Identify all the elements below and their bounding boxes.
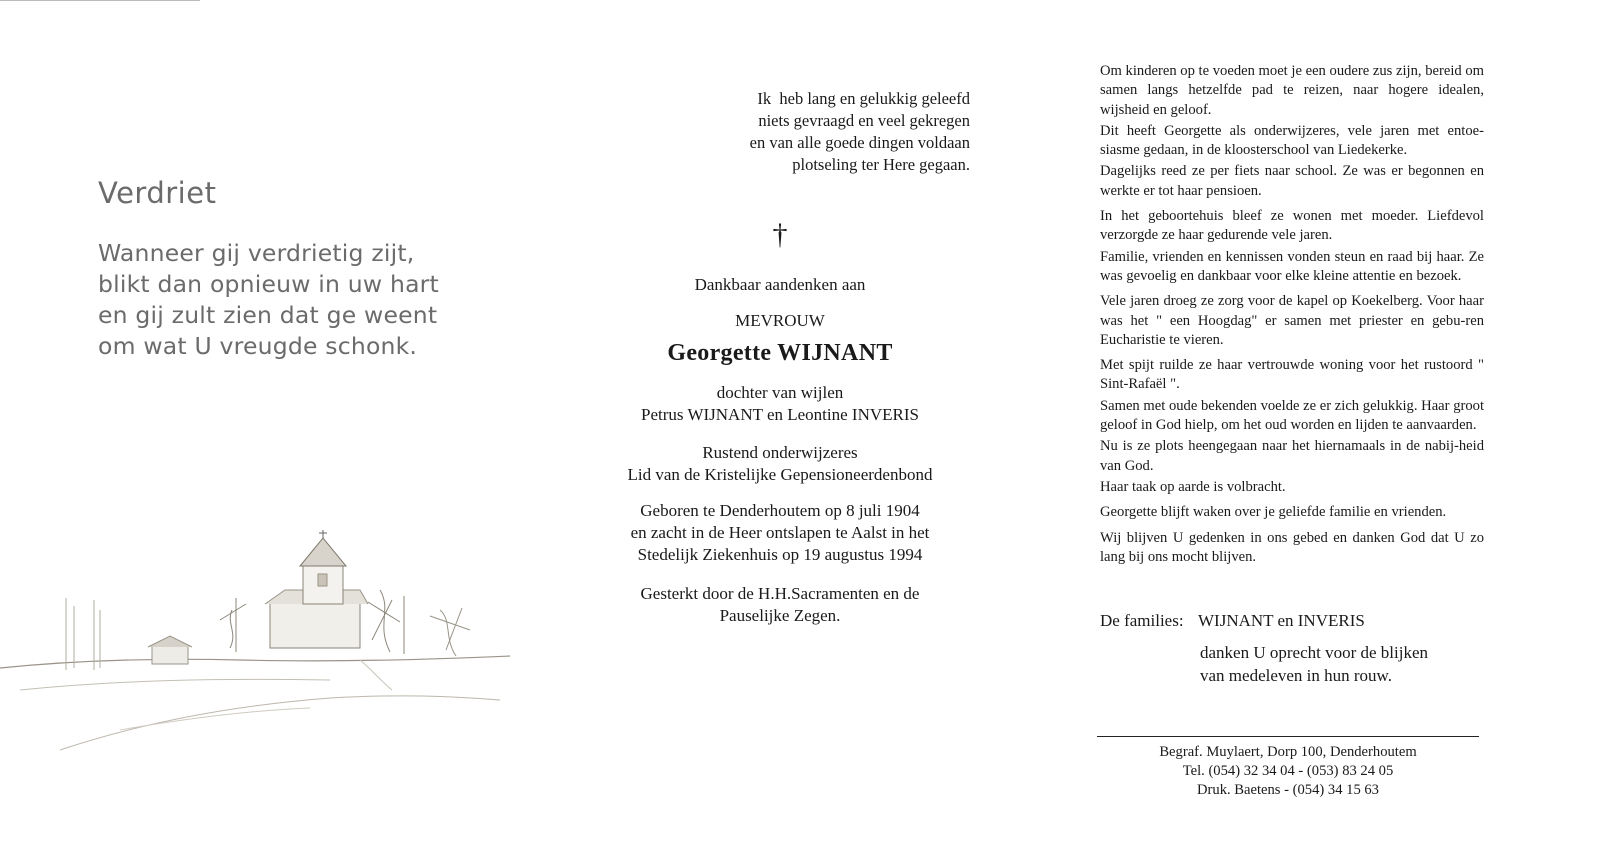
quote-line: en van alle goede dingen voldaan [749,133,970,152]
printer-line: Tel. (054) 32 34 04 - (053) 83 24 05 [1182,763,1394,779]
poem-title: Verdriet [98,176,217,210]
biography-paragraph: Familie, vrienden en kennissen vonden steun en raad bij haar. Ze was gevoelig en dankbaar voor elke kleine attentie en bezoek. [1100,248,1484,284]
birth-death-line: en zacht in de Heer ontslapen te Aalst in het [630,523,930,542]
biography-paragraph: Nu is ze plots heengegaan naar het hiernamaals in de nabij-heid van God. [1100,438,1484,474]
biography-paragraph: Samen met oude bekenden voelde ze er zich gelukkig. Haar groot geloof in God hielp, om het oud worden en lijden te aanvaarden. [1100,397,1484,434]
poem-line: blikt dan opnieuw in uw hart [98,270,439,298]
biography-paragraph: Met spijt ruilde ze haar vertrouwde woning voor het rustoord " Sint-Rafaël ". [1100,357,1484,393]
quote-line: Ik heb lang en gelukkig geleefd [757,89,970,108]
thanks-line: danken U oprecht voor de blijken [1200,643,1429,662]
opening-quote [720,88,970,176]
biography-paragraph: Georgette blijft waken over je geliefde familie en vrienden. [1100,504,1447,521]
poem [98,238,439,362]
right-panel [1090,0,1600,861]
birth-death-line: Stedelijk Ziekenhuis op 19 augustus 1994 [637,545,923,564]
thanks-text [1200,641,1540,687]
membership-line: Lid van de Kristelijke Gepensioneerdenbond [627,465,933,484]
biography-paragraph: In het geboortehuis bleef ze wonen met moeder. Liefdevol verzorgde ze haar gedurende vele jaren. [1100,208,1484,244]
sacraments-line: Pauselijke Zegen. [719,606,841,625]
sacraments-line: Gesterkt door de H.H.Sacramenten en de [640,584,920,603]
biography-paragraph: Dit heeft Georgette als onderwijzeres, vele jaren met entoe-siasme gedaan, in de kloosterschool van Liedekerke. [1100,122,1484,159]
families-label: De families: [1100,611,1184,630]
deceased-name: Georgette WIJNANT [667,340,893,366]
daughter-of-line: dochter van wijlen [716,383,844,402]
poem-line: en gij zult zien dat ge weent [98,301,438,329]
biography-paragraph: Haar taak op aarde is volbracht. [1100,478,1286,495]
middle-panel [560,0,1060,861]
printer-info [1100,743,1476,800]
thanks-line: van medeleven in hun rouw. [1200,666,1392,685]
poem-line: om wat U vreugde schonk. [98,332,418,360]
printer-line: Begraf. Muylaert, Dorp 100, Denderhoutem [1159,744,1417,760]
biography-paragraph: Dagelijks reed ze per fiets naar school. Ze was er begonnen en werkte er tot haar pensioen. [1100,163,1484,199]
parents-line: Petrus WIJNANT en Leontine INVERIS [641,405,919,424]
biography-paragraph: Wij blijven U gedenken in ons gebed en danken God dat U zo lang bij ons mocht blijven. [1100,529,1484,565]
divider [1097,736,1479,737]
quote-line: plotseling ter Here gegaan. [792,155,970,174]
biography-paragraph: Vele jaren droeg ze zorg voor de kapel op Koekelberg. Voor haar was het " een Hoogdag" er samen met priester en gebu-ren Eucharistie te vieren. [1100,293,1484,348]
biography-text [1100,62,1484,569]
birth-death-line: Geboren te Denderhoutem op 8 juli 1904 [640,501,920,520]
church-landscape-sketch [0,520,520,780]
cross-icon: † [772,218,788,251]
left-panel [0,0,520,861]
quote-line: niets gevraagd en veel gekregen [758,111,970,130]
honorific: MEVROUW [735,311,825,330]
remembrance-line: Dankbaar aandenken aan [694,275,866,294]
families-names: WIJNANT en INVERIS [1198,611,1365,630]
printer-line: Druk. Baetens - (054) 34 15 63 [1197,782,1379,798]
families-line [1100,609,1520,632]
biography-paragraph: Om kinderen op te voeden moet je een oudere zus zijn, bereid om samen langs hetzelfde pad te reizen, naar hogere idealen, wijsheid en geloof. [1100,63,1484,118]
poem-line: Wanneer gij verdrietig zijt, [98,239,415,267]
occupation-line: Rustend onderwijzeres [702,443,858,462]
